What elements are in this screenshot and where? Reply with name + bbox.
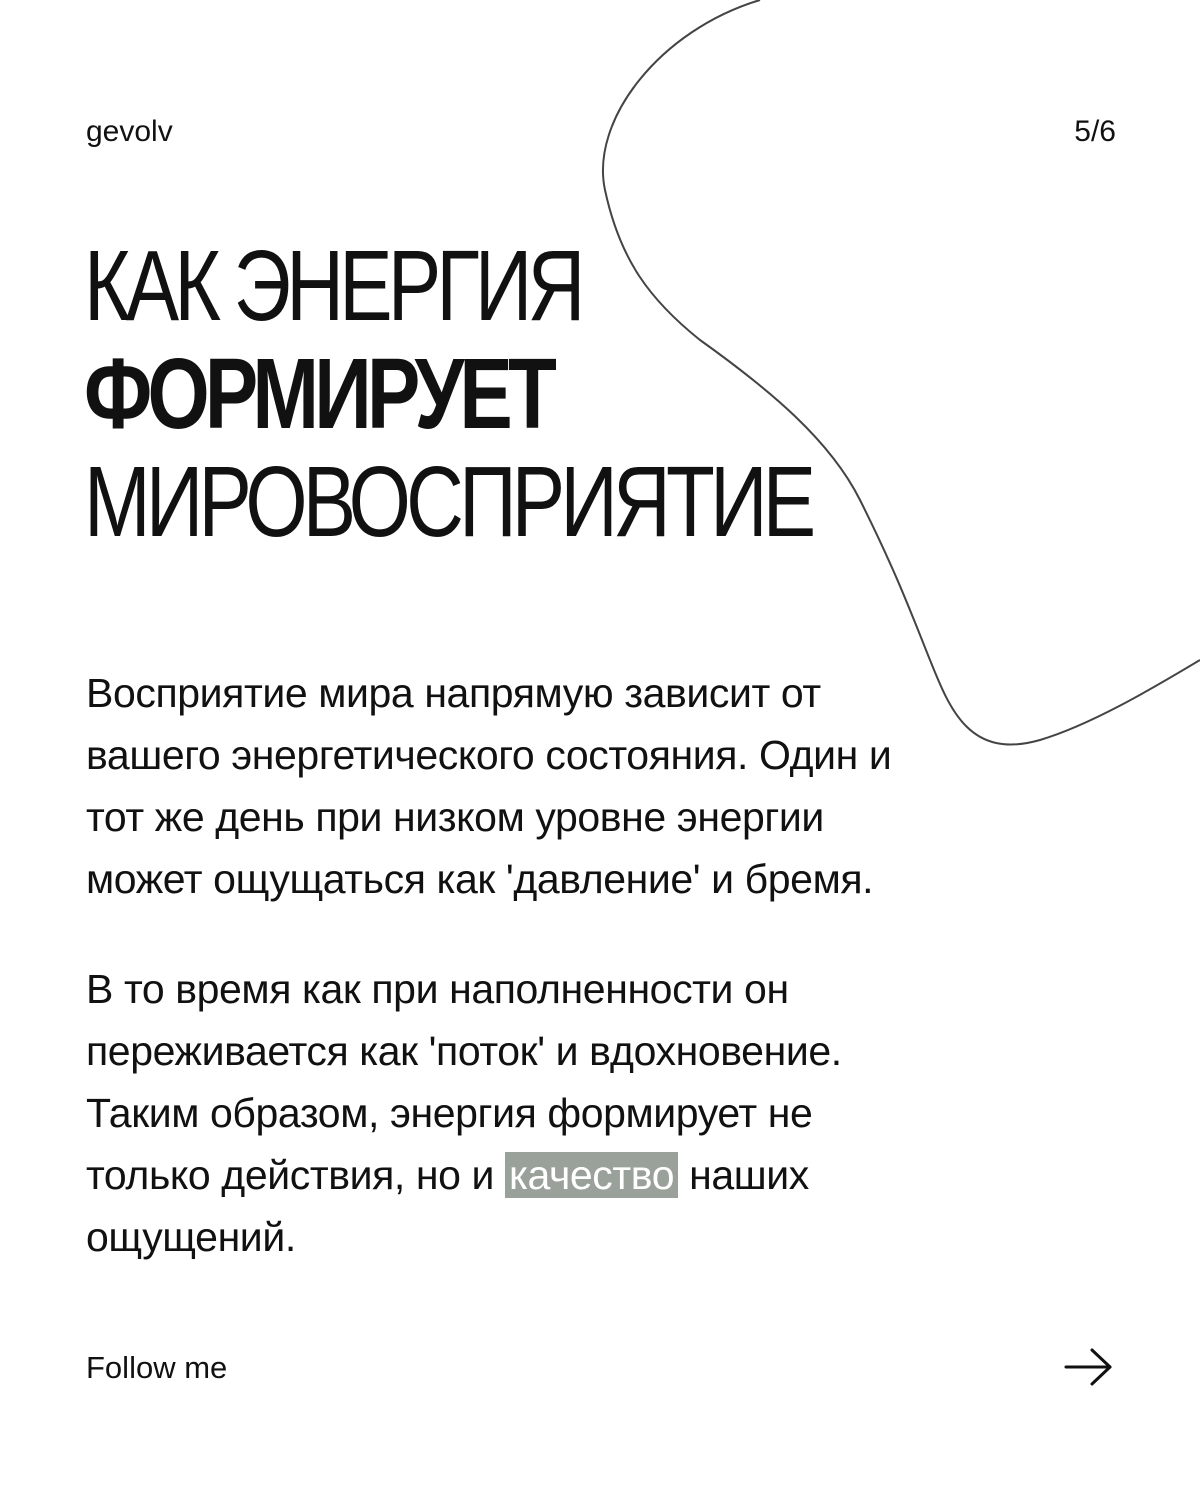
paragraph-2-line	[86, 1144, 1086, 1206]
page-counter: 5/6	[1074, 115, 1116, 148]
paragraph-2-text: наших	[678, 1152, 809, 1198]
title-line-2: ФОРМИРУЕТ	[84, 338, 553, 450]
paragraph-1-line: может ощущаться как 'давление' и бремя.	[86, 856, 874, 902]
title-line-3: МИРОВОСПРИЯТИЕ	[84, 446, 812, 558]
paragraph-2-line: переживается как 'поток' и вдохновение.	[86, 1028, 842, 1074]
arrow-right-icon	[1060, 1342, 1116, 1392]
page-title	[84, 232, 811, 556]
paragraph-2-text: только действия, но и	[86, 1152, 505, 1198]
paragraph-1-line: Восприятие мира напрямую зависит от	[86, 670, 821, 716]
follow-me-link[interactable]: Follow me	[86, 1350, 228, 1385]
account-handle: gevolv	[86, 115, 173, 148]
paragraph-1-line: вашего энергетического состояния. Один и	[86, 732, 892, 778]
next-slide-button[interactable]	[1060, 1342, 1116, 1392]
paragraph-1-line: тот же день при низком уровне энергии	[86, 794, 824, 840]
body-paragraph-1	[86, 662, 1086, 910]
paragraph-2-line: Таким образом, энергия формирует не	[86, 1090, 813, 1136]
paragraph-2-line: ощущений.	[86, 1214, 296, 1260]
title-line-1: КАК ЭНЕРГИЯ	[84, 230, 581, 342]
body-paragraph-2	[86, 958, 1086, 1268]
paragraph-2-line: В то время как при наполненности он	[86, 966, 789, 1012]
highlighted-word: качество	[505, 1152, 678, 1198]
